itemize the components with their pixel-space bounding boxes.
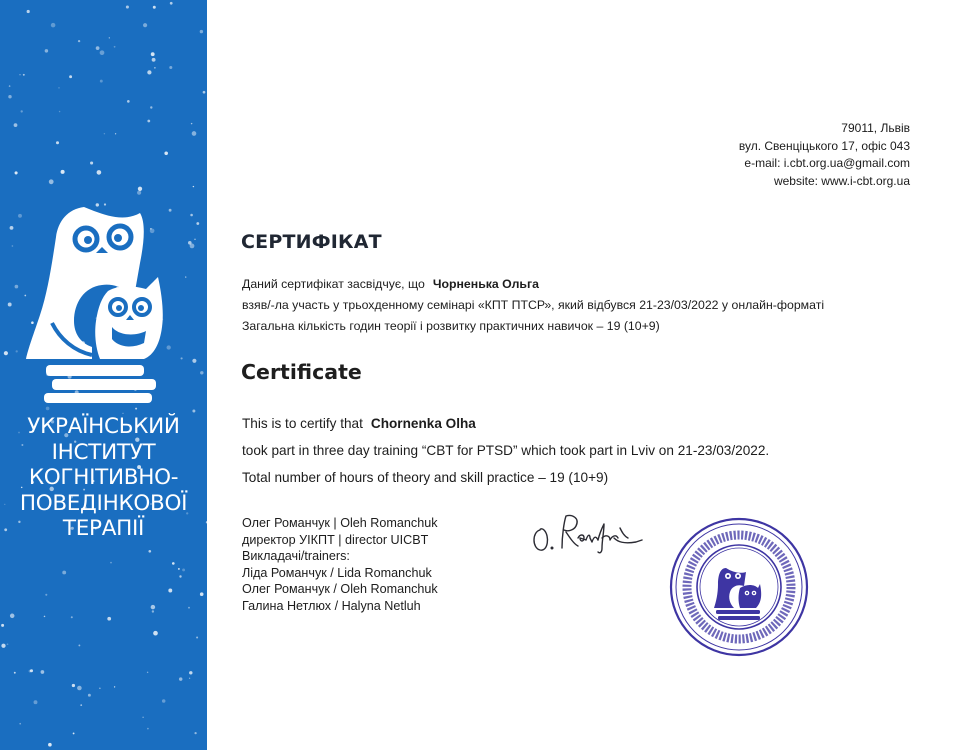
sidebar-panel [0,0,207,750]
signers-block [242,515,438,614]
english-certificate-text [242,410,769,491]
trainer-name: Олег Романчук / Oleh Romanchuk [242,582,438,596]
trainer-name: Галина Нетлюх / Halyna Netluh [242,598,421,613]
certificate-title-ukrainian: СЕРТИФІКАТ [241,231,382,253]
recipient-name-ukrainian: Чорненька Ольга [432,277,539,291]
handwritten-signature-icon [528,508,646,558]
ukrainian-participation-line: взяв/-ла участь у трьохденному семінарі «КПТ ПТСР», який відбувся 21-23/03/2022 у онлайн-форматі [242,298,825,312]
certificate-title-english: Certificate [241,360,362,384]
english-certify-line [242,410,769,437]
address-email: e-mail: i.cbt.org.ua@gmail.com [744,156,910,170]
institute-name [4,414,203,542]
ukrainian-certify-prefix: Даний сертифікат засвідчує, що [242,277,425,291]
ukrainian-certify-line [242,274,824,295]
english-hours-line: Total number of hours of theory and skill practice – 19 (10+9) [242,470,609,485]
institute-seal-icon [668,516,810,658]
owl-books-logo-icon [22,203,182,403]
institute-name-line: ТЕРАПІЇ [62,516,145,541]
institute-name-line: ПОВЕДІНКОВОЇ [19,490,188,516]
institute-name-line: КОГНІТИВНО- [28,465,179,490]
recipient-name-english: Chornenka Olha [370,416,476,431]
trainers-label: Викладачі/trainers: [242,549,350,563]
english-certify-prefix: This is to certify that [242,416,363,431]
director-name: Олег Романчук | Oleh Romanchuk [242,516,438,530]
institute-name-line: УКРАЇНСЬКИЙ [27,414,180,439]
address-website: website: www.i-cbt.org.ua [773,173,910,188]
address-street: вул. Свенціцького 17, офіс 043 [738,138,910,153]
contact-address-block [739,120,910,190]
institute-name-line: ІНСТИТУТ [51,439,156,465]
ukrainian-certificate-text [242,274,824,337]
address-city: 79011, Львів [841,121,910,135]
english-participation-line: took part in three day training “CBT for PTSD” which took part in Lviv on 21-23/03/2022. [242,443,770,458]
director-title: директор УІКПТ | director UICBT [242,532,429,547]
ukrainian-hours-line: Загальна кількість годин теорії і розвитку практичних навичок – 19 (10+9) [242,319,660,333]
trainer-name: Ліда Романчук / Lida Romanchuk [242,565,432,580]
